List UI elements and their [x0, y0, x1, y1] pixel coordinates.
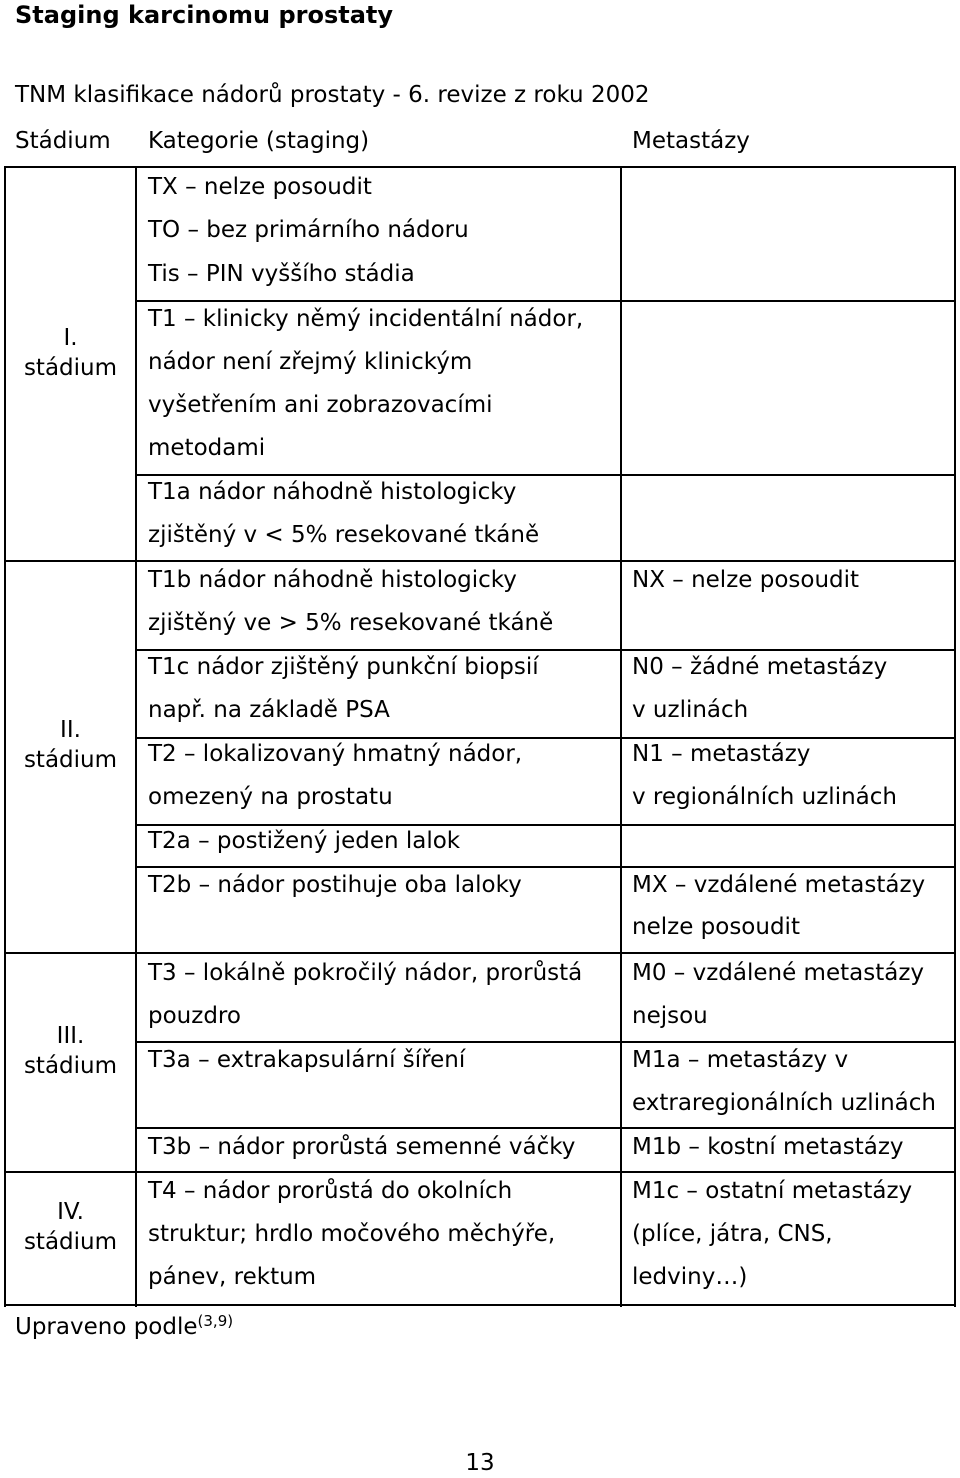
header-category: Kategorie (staging)	[148, 128, 370, 154]
header-metastases: Metastázy	[632, 128, 750, 154]
category-line: T1a nádor náhodně histologicky	[148, 479, 517, 505]
stage-number: I.	[63, 325, 78, 351]
stage-cell-3	[6, 1021, 135, 1081]
category-line: omezený na prostatu	[148, 784, 393, 810]
category-line: T2a – postižený jeden lalok	[148, 828, 461, 854]
metastasis-line: MX – vzdálené metastázy	[632, 872, 926, 898]
category-line: T2b – nádor postihuje oba laloky	[148, 872, 522, 898]
source-note	[15, 1306, 233, 1342]
source-citation: (3,9)	[197, 1312, 234, 1330]
grid-hline	[135, 1041, 956, 1043]
grid-hline	[135, 474, 956, 476]
stage-cell-1	[6, 323, 135, 383]
stage-label: stádium	[23, 1229, 118, 1255]
metastasis-line: M1c – ostatní metastázy	[632, 1178, 913, 1204]
header-stage: Stádium	[15, 128, 111, 154]
metastasis-line: v uzlinách	[632, 697, 749, 723]
category-line: zjištěný ve > 5% resekované tkáně	[148, 610, 554, 636]
metastasis-line: N1 – metastázy	[632, 741, 811, 767]
stage-number: III.	[56, 1023, 85, 1049]
metastasis-line: nejsou	[632, 1003, 708, 1029]
stage-label: stádium	[23, 747, 118, 773]
grid-hline	[135, 866, 956, 868]
stage-number: IV.	[57, 1199, 84, 1225]
metastasis-line: M0 – vzdálené metastázy	[632, 960, 925, 986]
metastasis-line: (plíce, játra, CNS,	[632, 1221, 833, 1247]
category-line: nádor není zřejmý klinickým	[148, 349, 473, 375]
category-line: T2 – lokalizovaný hmatný nádor,	[148, 741, 523, 767]
stage-cell-2	[6, 715, 135, 775]
category-line: struktur; hrdlo močového měchýře,	[148, 1221, 556, 1247]
category-line: zjištěný v < 5% resekované tkáně	[148, 522, 540, 548]
grid-hline	[4, 560, 956, 562]
category-line: T3a – extrakapsulární šíření	[148, 1047, 466, 1073]
category-line: T1 – klinicky němý incidentální nádor,	[148, 306, 584, 332]
metastasis-line: NX – nelze posoudit	[632, 567, 860, 593]
category-line: T4 – nádor prorůstá do okolních	[148, 1178, 513, 1204]
metastasis-line: M1b – kostní metastázy	[632, 1134, 904, 1160]
grid-hline	[4, 952, 956, 954]
category-line: pouzdro	[148, 1003, 241, 1029]
stage-cell-4	[6, 1197, 135, 1257]
category-line: T1b nádor náhodně histologicky	[148, 567, 517, 593]
grid-hline	[135, 300, 956, 302]
grid-hline	[4, 1171, 956, 1173]
category-line: pánev, rektum	[148, 1264, 317, 1290]
metastasis-line: M1a – metastázy v	[632, 1047, 849, 1073]
category-line: TX – nelze posoudit	[148, 174, 372, 200]
page-number: 13	[465, 1450, 495, 1476]
page-title: Staging karcinomu prostaty	[15, 1, 394, 29]
metastasis-line: extraregionálních uzlinách	[632, 1090, 936, 1116]
category-line: metodami	[148, 435, 266, 461]
category-line: TO – bez primárního nádoru	[148, 217, 469, 243]
metastasis-line: ledviny…)	[632, 1264, 748, 1290]
grid-hline	[135, 649, 956, 651]
category-line: T3 – lokálně pokročilý nádor, prorůstá	[148, 960, 583, 986]
metastasis-line: N0 – žádné metastázy	[632, 654, 888, 680]
category-line: vyšetřením ani zobrazovacími	[148, 392, 493, 418]
stage-number: II.	[60, 717, 81, 743]
category-line: T3b – nádor prorůstá semenné váčky	[148, 1134, 576, 1160]
source-text: Upraveno podle	[15, 1314, 198, 1340]
category-line: Tis – PIN vyššího stádia	[148, 261, 415, 287]
category-line: např. na základě PSA	[148, 697, 390, 723]
grid-hline	[135, 1127, 956, 1129]
stage-label: stádium	[23, 1053, 118, 1079]
metastasis-line: v regionálních uzlinách	[632, 784, 897, 810]
grid-hline	[4, 166, 956, 168]
page-subtitle: TNM klasifikace nádorů prostaty - 6. revize z roku 2002	[15, 82, 650, 108]
stage-label: stádium	[23, 355, 118, 381]
category-line: T1c nádor zjištěný punkční biopsií	[148, 654, 539, 680]
metastasis-line: nelze posoudit	[632, 914, 800, 940]
